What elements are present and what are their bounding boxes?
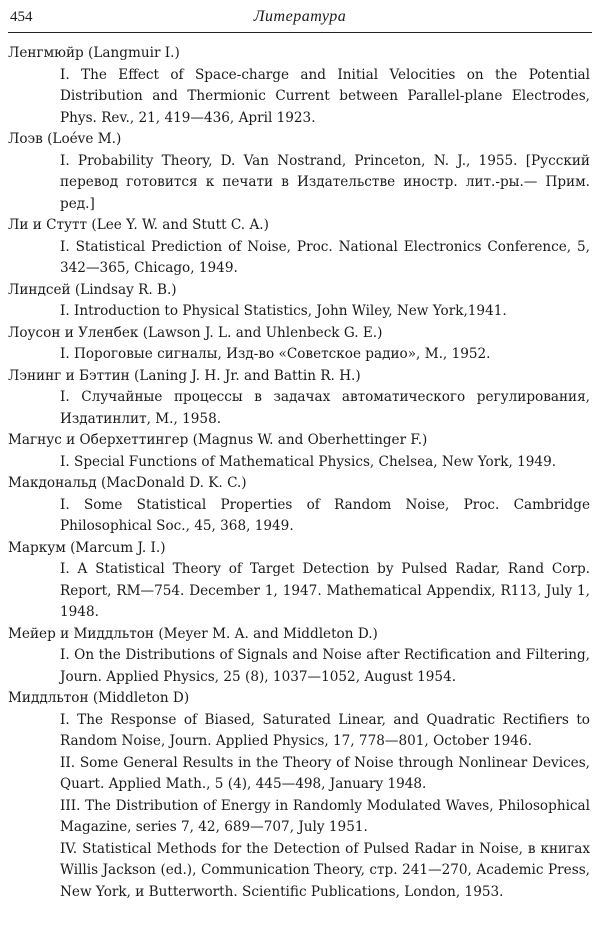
entry-reference: II. Some General Results in the Theory of Noise through Nonlinear Devices, Quart. Applied Math., 5 (4), 445—498, January 1948.	[60, 754, 590, 792]
entry-reference: I. Some Statistical Properties of Random Noise, Proc. Cambridge Philosophical Soc., 45, 368, 1949.	[60, 496, 590, 534]
bibliography-entry	[8, 624, 590, 689]
page-number: 454	[10, 9, 33, 25]
entry-reference: I. Introduction to Physical Statistics, John Wiley, New York,1941.	[60, 303, 507, 319]
entry-reference: I. Пороговые сигналы, Изд-во «Советское радио», М., 1952.	[60, 346, 491, 362]
bibliography-entry	[8, 538, 590, 624]
entry-author: Лоусон и Уленбек (Lawson J. L. and Uhlenbeck G. E.)	[8, 324, 383, 341]
bibliography-entry	[8, 473, 590, 538]
entry-author: Линдсей (Lindsay R. B.)	[8, 281, 177, 298]
entry-author: Лоэв (Loéve M.)	[8, 131, 122, 147]
bibliography-entry	[8, 43, 590, 129]
entry-reference: I. Probability Theory, D. Van Nostrand, Princeton, N. J., 1955. [Русский перевод готовится к печати в Издательстве иностр. лит.-ры.— Прим. ред.]	[60, 152, 590, 212]
entry-author: Ленгмюйр (Langmuir I.)	[8, 45, 180, 61]
bibliography-entry	[8, 280, 590, 323]
entry-reference: I. A Statistical Theory of Target Detection by Pulsed Radar, Rand Corp. Report, RM—754. December 1, 1947. Mathematical Appendix, R113, July 1, 1948.	[60, 561, 590, 620]
entry-author: Маркум (Marcum J. I.)	[8, 539, 166, 556]
bibliography-entry	[8, 215, 590, 280]
bibliography-entry	[8, 430, 590, 473]
entry-reference: I. The Response of Biased, Saturated Linear, and Quadratic Rectifiers to Random Noise, Journ. Applied Physics, 17, 778—801, October 1946.	[60, 711, 590, 749]
entry-reference: I. Statistical Prediction of Noise, Proc. National Electronics Conference, 5, 342—365, Chicago, 1949.	[60, 238, 590, 276]
entry-author: Магнус и Оберхеттингер (Magnus W. and Oberhettinger F.)	[8, 432, 428, 448]
entry-reference: IV. Statistical Methods for the Detection of Pulsed Radar in Noise, в книгах Willis Jackson (ed.), Communication Theory, стр. 241—270, Academic Press, New York, и Butterworth. Scientific Publications, London, 1953.	[60, 840, 590, 900]
entry-author: Лэнинг и Бэттин (Laning J. H. Jr. and Battin R. H.)	[8, 367, 361, 384]
entry-author: Макдональд (MacDonald D. K. C.)	[8, 475, 247, 491]
entry-reference: I. Случайные процессы в задачах автоматического регулирования, Издатинлит, М., 1958.	[60, 389, 590, 427]
entry-author: Миддльтон (Middleton D)	[8, 690, 190, 706]
bibliography-list	[8, 43, 590, 903]
page-header	[0, 0, 600, 34]
entry-reference: I. On the Distributions of Signals and Noise after Rectification and Filtering, Journ. Applied Physics, 25 (8), 1037—1052, August 1954.	[60, 647, 590, 685]
bibliography-entry	[8, 688, 590, 903]
bibliography-entry	[8, 129, 590, 215]
header-rule	[8, 32, 592, 33]
entry-reference: III. The Distribution of Energy in Randomly Modulated Waves, Philosophical Magazine, series 7, 42, 689—707, July 1951.	[60, 797, 590, 835]
bibliography-entry	[8, 323, 590, 366]
entry-reference: I. Special Functions of Mathematical Physics, Chelsea, New York, 1949.	[60, 453, 557, 470]
entry-reference: I. The Effect of Space-charge and Initial Velocities on the Potential Distribution and Thermionic Current between Parallel-plane Electrodes, Phys. Rev., 21, 419—436, April 1923.	[60, 66, 590, 126]
bibliography-entry	[8, 366, 590, 431]
entry-author: Ли и Стутт (Lee Y. W. and Stutt C. A.)	[8, 217, 269, 233]
entry-author: Мейер и Миддльтон (Meyer M. A. and Middleton D.)	[8, 625, 378, 642]
running-title: Литература	[253, 8, 347, 25]
